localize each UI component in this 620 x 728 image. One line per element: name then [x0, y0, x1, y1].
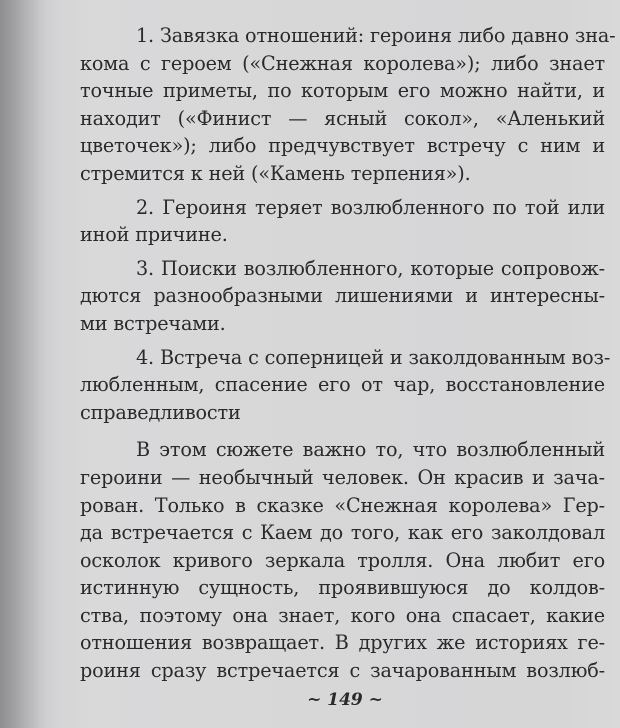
text-line: ства, поэтому она знает, кого она спасает, какие [80, 603, 605, 627]
text-line: стремится к ней («Камень терпения»). [80, 161, 471, 185]
body-paragraph [80, 436, 605, 684]
text-line: ми встречами. [80, 311, 226, 335]
text-line: цветочек»); либо предчувствует встречу с ним и [80, 134, 605, 158]
text-line: точные приметы, по которым его можно найти, и [80, 79, 605, 103]
text-line: 3. Поиски возлюбленного, которые сопровож- [136, 256, 605, 280]
text-line: роиня сразу встречается с зачарованным возлюб- [80, 659, 605, 683]
text-line: истинную сущность, проявившуюся до колдов- [80, 576, 605, 600]
text-line: да встречается с Каем до того, как его заколдовал [80, 521, 605, 545]
text-line: кома с героем («Снежная королева»); либо знает [80, 51, 605, 75]
text-line: любленным, спасение его от чар, восстановление [80, 373, 605, 397]
text-line: В этом сюжете важно то, что возлюбленный [136, 438, 605, 462]
list-item-3 [80, 255, 605, 338]
text-line: героини — необычный человек. Он красив и зача- [80, 465, 605, 489]
page-text [80, 22, 616, 685]
list-item-4 [80, 344, 611, 427]
page-number: ~ 149 ~ [307, 690, 383, 710]
text-line: 2. Героиня теряет возлюбленного по той или [136, 195, 605, 219]
text-line: отношения возвращает. В других же историях ге- [80, 631, 605, 655]
text-line: 1. Завязка отношений: героиня либо давно зна- [136, 24, 616, 47]
list-item-1 [80, 22, 616, 188]
text-line: справедливости [80, 400, 241, 424]
gutter-shadow [0, 0, 60, 728]
text-line: дются разнообразными лишениями и интересны- [80, 284, 605, 308]
list-item-2 [80, 194, 605, 249]
text-line: иной причине. [80, 223, 228, 247]
text-line: рован. Только в сказке «Снежная королева» Гер- [80, 493, 605, 517]
text-line: осколок кривого зеркала тролля. Она любит его [80, 548, 605, 572]
text-line: 4. Встреча с соперницей и заколдованным воз- [136, 345, 611, 369]
text-line: находит («Финист — ясный сокол», «Аленький [80, 106, 605, 130]
